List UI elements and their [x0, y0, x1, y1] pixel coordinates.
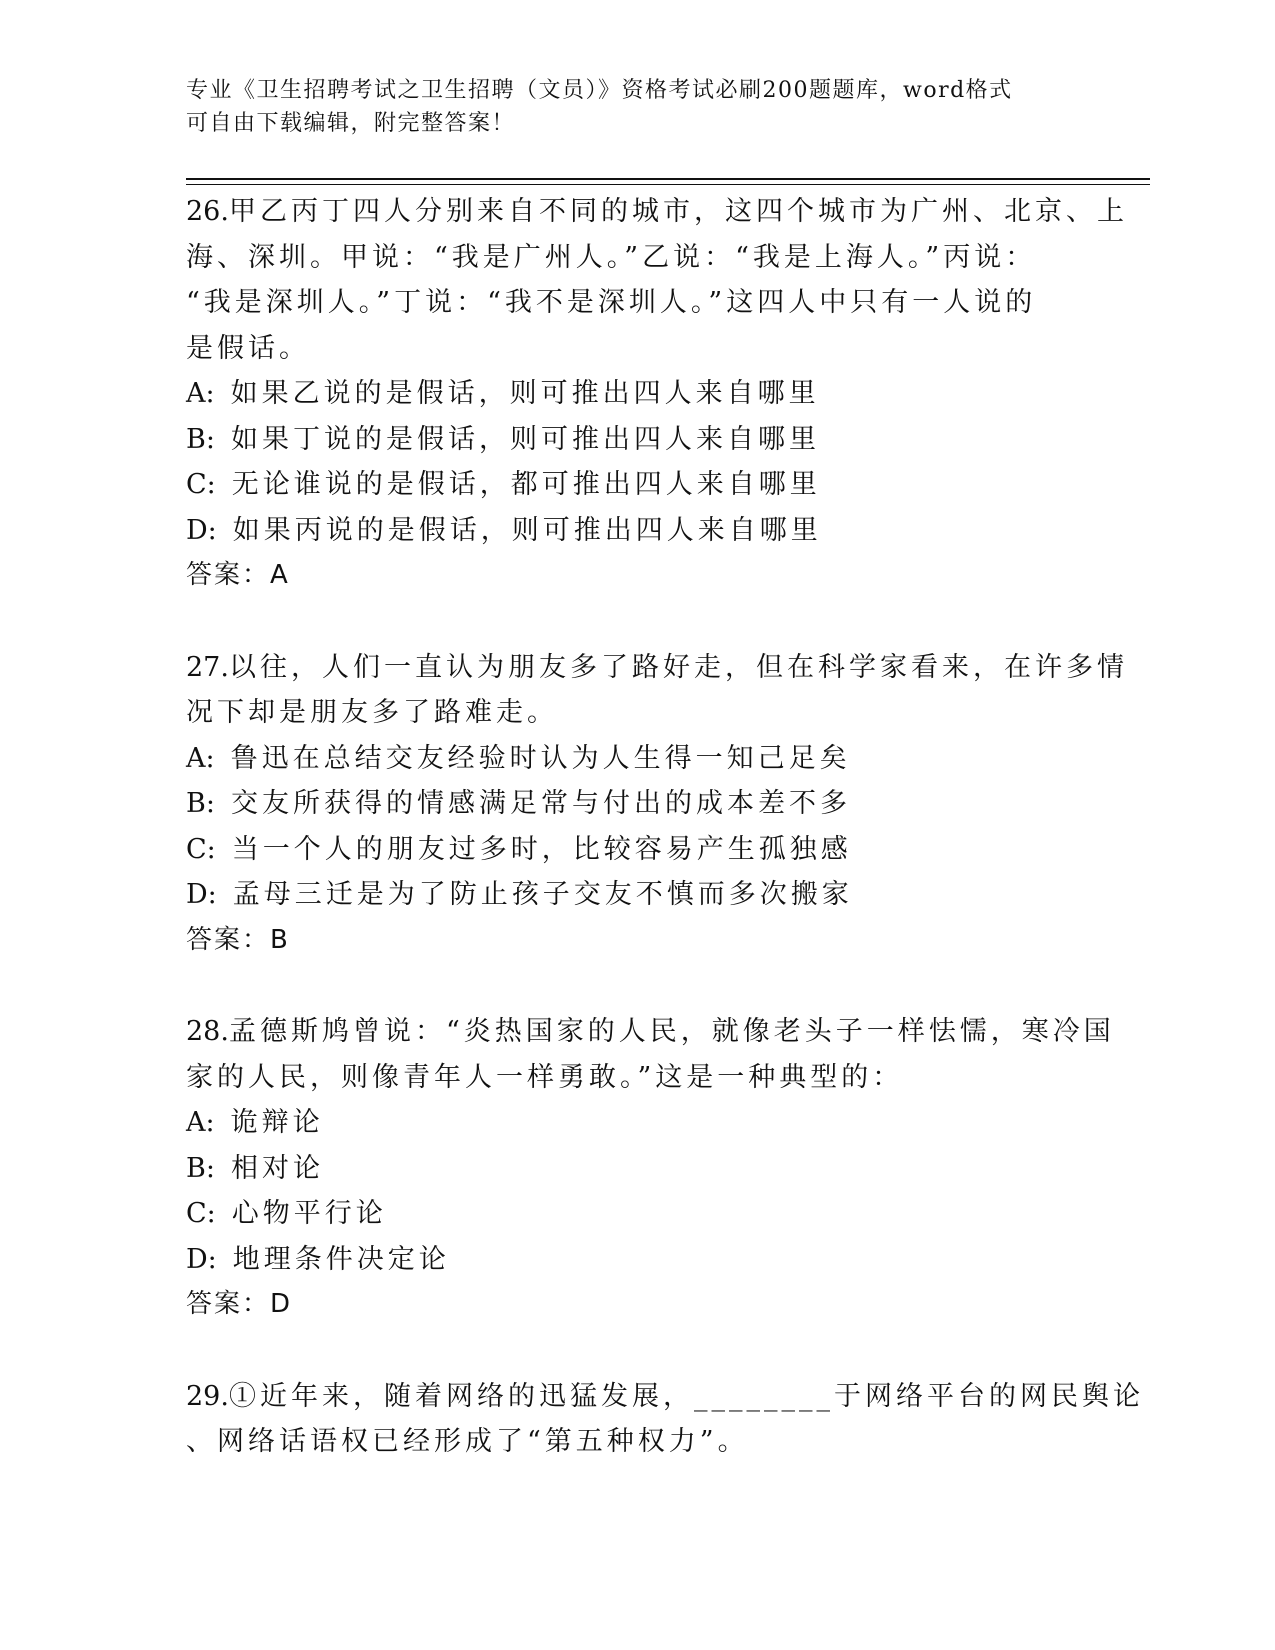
option-a	[186, 736, 1086, 782]
answer-line	[186, 553, 1086, 599]
option-letter: D:	[186, 1243, 217, 1275]
option-letter: A:	[186, 1107, 215, 1138]
header-rule-thin	[186, 184, 1150, 185]
option-letter: B:	[186, 788, 215, 819]
option-letter: A:	[186, 742, 215, 774]
option-a	[186, 1100, 1086, 1146]
question-stem-line: 26.甲乙丙丁四人分别来自不同的城市，这四个城市为广州、北京、上	[186, 196, 1128, 227]
option-text: 心物平行论	[231, 1198, 387, 1229]
option-text: 诡辩论	[230, 1107, 324, 1138]
answer-label: 答案：	[186, 1289, 271, 1319]
option-a	[186, 371, 1086, 417]
answer-value: A	[270, 560, 290, 590]
option-text: 当一个人的朋友过多时，比较容易产生孤独感	[231, 833, 852, 865]
answer-value: B	[270, 924, 290, 955]
question-26	[186, 189, 1128, 599]
question-29	[186, 1374, 1144, 1465]
question-number: 26.	[186, 196, 229, 227]
option-text: 如果丙说的是假话，则可推出四人来自哪里	[232, 514, 822, 546]
option-letter: D:	[186, 514, 217, 546]
option-text: 无论谁说的是假话，都可推出四人来自哪里	[231, 469, 821, 500]
question-number: 27.	[186, 651, 229, 683]
option-letter: C:	[186, 833, 216, 865]
question-list	[186, 189, 1144, 1511]
option-d	[186, 872, 1086, 918]
answer-label: 答案：	[186, 560, 271, 590]
option-letter: D:	[186, 879, 217, 910]
option-c	[186, 827, 1086, 873]
option-b	[186, 1146, 1086, 1192]
answer-line	[186, 1282, 1086, 1328]
option-letter: C:	[186, 1198, 216, 1229]
option-d	[186, 508, 1086, 554]
question-number: 29.	[186, 1380, 229, 1412]
question-stem-line: 27.以往，人们一直认为朋友多了路好走，但在科学家看来，在许多情	[186, 651, 1128, 683]
option-d	[186, 1237, 1086, 1283]
option-b	[186, 781, 1086, 827]
question-stem-line: 海、深圳。甲说：“我是广州人。”乙说：“我是上海人。”丙说：	[186, 241, 1037, 273]
option-letter: C:	[186, 469, 216, 500]
answer-value: D	[270, 1289, 293, 1319]
question-number: 28.	[186, 1016, 229, 1047]
option-letter: A:	[186, 378, 215, 409]
option-text: 如果乙说的是假话，则可推出四人来自哪里	[230, 378, 820, 409]
question-stem-line: 况下却是朋友多了路难走。	[186, 697, 558, 728]
option-b	[186, 417, 1086, 463]
option-text: 地理条件决定论	[232, 1243, 450, 1275]
option-text: 孟母三迁是为了防止孩子交友不慎而多次搬家	[232, 879, 853, 910]
question-stem-line: “我是深圳人。”丁说：“我不是深圳人。”这四人中只有一人说的	[186, 287, 1037, 318]
option-letter: B:	[186, 423, 215, 455]
question-28	[186, 1009, 1115, 1328]
answer-line	[186, 918, 1086, 964]
question-stem-line: 是假话。	[186, 332, 310, 364]
question-stem-line: 28.孟德斯鸠曾说：“炎热国家的人民，就像老头子一样怯懦，寒冷国	[186, 1016, 1115, 1047]
header-rule-thick	[186, 178, 1150, 180]
option-c	[186, 462, 1086, 508]
option-text: 如果丁说的是假话，则可推出四人来自哪里	[230, 423, 820, 455]
option-text: 鲁迅在总结交友经验时认为人生得一知己足矣	[230, 742, 851, 774]
question-stem-line: 家的人民，则像青年人一样勇敢。”这是一种典型的：	[186, 1061, 904, 1093]
question-stem-line: 、网络话语权已经形成了“第五种权力”。	[186, 1426, 749, 1457]
question-stem-line: 29.①近年来，随着网络的迅猛发展，________于网络平台的网民舆论	[186, 1380, 1144, 1412]
answer-label: 答案：	[186, 924, 271, 955]
option-text: 相对论	[230, 1152, 324, 1184]
document-header: 专业《卫生招聘考试之卫生招聘（文员）》资格考试必刷200题题库，word格式 可自由下载编辑，附完整答案！	[186, 78, 1013, 136]
option-letter: B:	[186, 1152, 215, 1184]
option-c	[186, 1191, 1086, 1237]
option-text: 交友所获得的情感满足常与付出的成本差不多	[230, 788, 851, 819]
question-27	[186, 645, 1128, 964]
